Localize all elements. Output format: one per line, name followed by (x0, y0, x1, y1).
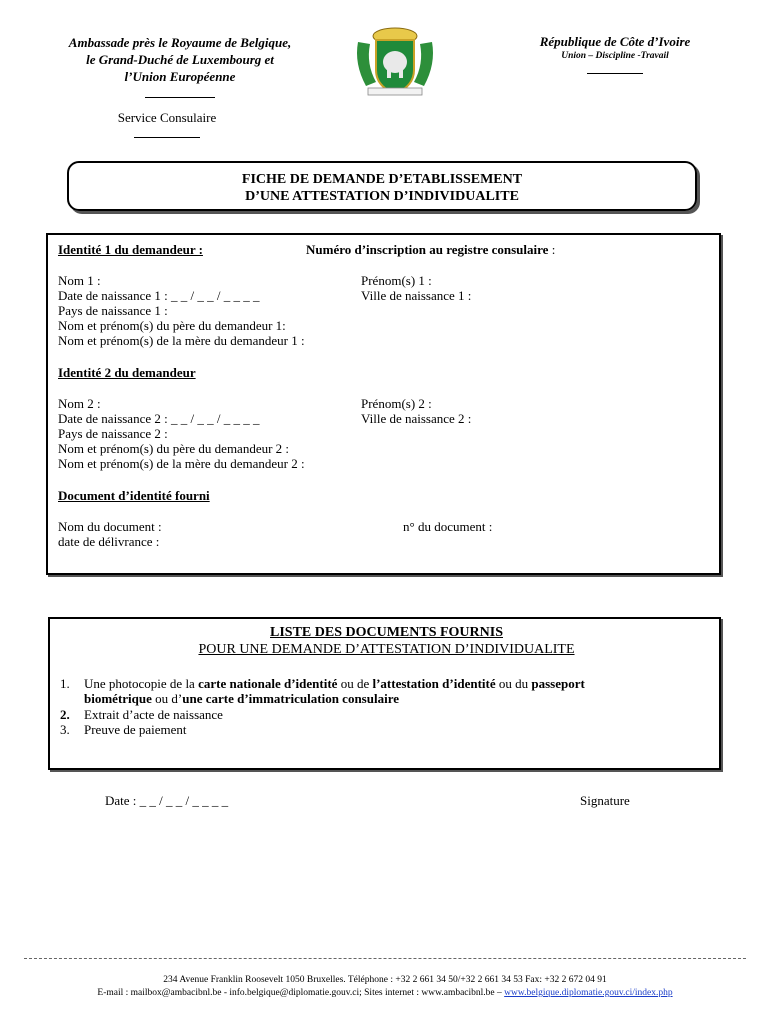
nom1-field[interactable]: Nom 1 : (58, 273, 101, 288)
prenom2-field[interactable]: Prénom(s) 2 : (361, 396, 432, 411)
document-heading: Document d’identité fourni (58, 488, 210, 503)
text-bold: biométrique (84, 691, 152, 706)
father2-field[interactable]: Nom et prénom(s) du père du demandeur 2 : (58, 441, 290, 456)
dob1-field[interactable]: Date de naissance 1 : _ _ / _ _ / _ _ _ _ (58, 288, 260, 303)
list-subheading: POUR UNE DEMANDE D’ATTESTATION D’INDIVIDUALITE (198, 642, 575, 657)
list-item-number: 2. (60, 707, 70, 722)
embassy-line-1: Ambassade près le Royaume de Belgique, (68, 35, 292, 50)
text: ou du (495, 676, 532, 691)
website-link[interactable]: www.belgique.diplomatie.gouv.ci/index.php (504, 988, 673, 998)
mother1-field[interactable]: Nom et prénom(s) de la mère du demandeur 1 : (58, 333, 305, 348)
mother2-field[interactable]: Nom et prénom(s) de la mère du demandeur 2 : (58, 456, 305, 471)
list-item-2: Extrait d’acte de naissance (84, 707, 223, 722)
father1-field[interactable]: Nom et prénom(s) du père du demandeur 1: (58, 318, 286, 333)
identity2-heading: Identité 2 du demandeur (58, 365, 196, 380)
footer-address: 234 Avenue Franklin Roosevelt 1050 Bruxelles. Téléphone : +32 2 661 34 50/+32 2 661 34 53 Fax: +32 2 672 04 91 (163, 975, 607, 985)
list-item-1-continued (84, 691, 399, 706)
footer-contacts-text: E-mail : mailbox@ambacibnl.be - info.belgique@diplomatie.gouv.ci; Sites internet : www.ambacibnl.be – (97, 988, 505, 998)
divider (40, 85, 320, 102)
embassy-line-2: le Grand-Duché de Luxembourg et (86, 52, 274, 67)
date-field[interactable]: Date : _ _ / _ _ / _ _ _ _ (105, 793, 229, 808)
dob2-field[interactable]: Date de naissance 2 : _ _ / _ _ / _ _ _ _ (58, 411, 260, 426)
divider (520, 61, 710, 79)
republic-motto: Union – Discipline -Travail (561, 51, 669, 61)
embassy-name (40, 34, 320, 102)
document-date-field[interactable]: date de délivrance : (58, 534, 160, 549)
birthplace1-field[interactable]: Ville de naissance 1 : (361, 288, 472, 303)
list-item-number: 3. (60, 722, 70, 737)
country2-field[interactable]: Pays de naissance 2 : (58, 426, 168, 441)
registry-colon: : (548, 242, 556, 257)
identity1-heading: Identité 1 du demandeur : (58, 242, 203, 257)
text: ou de (337, 676, 373, 691)
country1-field[interactable]: Pays de naissance 1 : (58, 303, 168, 318)
document-name-field[interactable]: Nom du document : (58, 519, 162, 534)
footer-contacts (0, 987, 770, 1000)
republic-header (520, 34, 710, 79)
form-title-line-1: FICHE DE DEMANDE D’ETABLISSEMENT (241, 172, 523, 187)
text-bold: une carte d’immatriculation consulaire (182, 691, 399, 706)
republic-name: République de Côte d’Ivoire (539, 34, 691, 49)
service-block (40, 110, 294, 142)
applicant-form (46, 233, 721, 575)
divider (40, 126, 294, 142)
coat-of-arms-icon (352, 22, 438, 98)
text: Une photocopie de la (84, 676, 199, 691)
nom2-field[interactable]: Nom 2 : (58, 396, 101, 411)
text-bold: l’attestation d’identité (372, 676, 496, 691)
embassy-line-3: l’Union Européenne (124, 69, 236, 84)
text: ou d’ (151, 691, 183, 706)
form-title-line-2: D’UNE ATTESTATION D’INDIVIDUALITE (245, 189, 519, 204)
document-number-field[interactable]: n° du document : (403, 519, 493, 534)
list-item-1 (84, 676, 585, 691)
list-item-number: 1. (60, 676, 70, 691)
prenom1-field[interactable]: Prénom(s) 1 : (361, 273, 432, 288)
text-bold: carte nationale d’identité (198, 676, 338, 691)
footer (0, 974, 770, 1000)
birthplace2-field[interactable]: Ville de naissance 2 : (361, 411, 472, 426)
registry-label: Numéro d’inscription au registre consulaire (306, 242, 549, 257)
signature-field[interactable]: Signature (580, 793, 630, 808)
footer-divider (24, 958, 746, 959)
list-item-3: Preuve de paiement (84, 722, 187, 737)
documents-list (48, 617, 721, 770)
registry-number-field[interactable] (306, 242, 555, 257)
form-title (67, 161, 697, 211)
list-heading: LISTE DES DOCUMENTS FOURNIS (270, 625, 503, 640)
service-label: Service Consulaire (117, 110, 217, 125)
text-bold: passeport (531, 676, 585, 691)
